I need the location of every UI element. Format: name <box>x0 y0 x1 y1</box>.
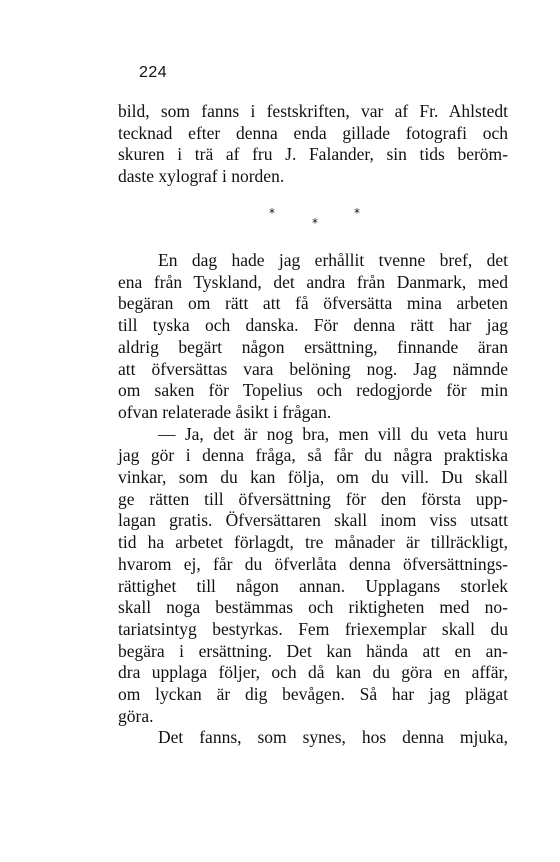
text-line: tariatsintyg bestyrkas. Fem friexemplar skall du <box>118 618 508 639</box>
asterisk-icon: * <box>269 206 275 220</box>
text-line: att öfversättas vara belöning nog. Jag nämnde <box>118 358 508 379</box>
text-line: skuren i trä af fru J. Falander, sin tids beröm- <box>118 144 508 165</box>
text-line: vinkar, som du kan följa, om du vill. Du skall <box>118 467 508 488</box>
text-line: dra upplaga följer, och då kan du göra en affär, <box>118 662 508 683</box>
text-line: begäran om rätt att få öfversätta mina arbeten <box>118 293 508 314</box>
text-line: till tyska och danska. För denna rätt har jag <box>118 315 508 336</box>
text-line: ena från Tyskland, det andra från Danmark, med <box>118 271 508 292</box>
text-line: En dag hade jag erhållit tvenne bref, det <box>158 250 508 270</box>
text-line: göra. <box>118 705 154 726</box>
text-line: om lyckan är dig bevågen. Så har jag plägat <box>118 684 508 705</box>
text-line: tecknad efter denna enda gillade fotografi och <box>118 122 508 143</box>
text-line: lagan gratis. Öfversättaren skall inom viss utsatt <box>118 510 508 531</box>
text-line: — Ja, det är nog bra, men vill du veta huru <box>158 423 508 444</box>
text-line: begära i ersättning. Det kan hända att en an- <box>118 640 508 661</box>
text-line: bild, som fanns i festskriften, var af Fr. Ahlstedt <box>118 101 508 121</box>
text-line: skall noga bestämmas och riktigheten med no- <box>118 597 508 618</box>
text-line: om saken för Topelius och redogjorde för min <box>118 380 508 401</box>
text-line: rättighet till någon annan. Upplagans storlek <box>118 575 508 596</box>
text-line: aldrig begärt någon ersättning, finnande äran <box>118 336 508 357</box>
text-line: tid ha arbetet förlagdt, tre månader är tillräckligt, <box>118 532 508 553</box>
text-line: Det fanns, som synes, hos denna mjuka, <box>158 727 508 748</box>
page-number: 224 <box>139 64 168 81</box>
paragraph-1 <box>118 101 508 188</box>
text-line: daste xylograf i norden. <box>118 166 285 187</box>
text-line: ofvan relaterade åsikt i frågan. <box>118 401 332 422</box>
text-line: jag gör i denna fråga, så får du några praktiska <box>118 445 508 466</box>
text-line: hvarom ej, får du öfverlåta denna öfversättnings- <box>118 553 508 574</box>
asterisk-icon: * <box>312 216 318 230</box>
paragraph-2 <box>118 250 508 749</box>
asterisk-icon: * <box>354 206 360 220</box>
text-line: ge rätten till öfversättning för den första upp- <box>118 488 508 509</box>
